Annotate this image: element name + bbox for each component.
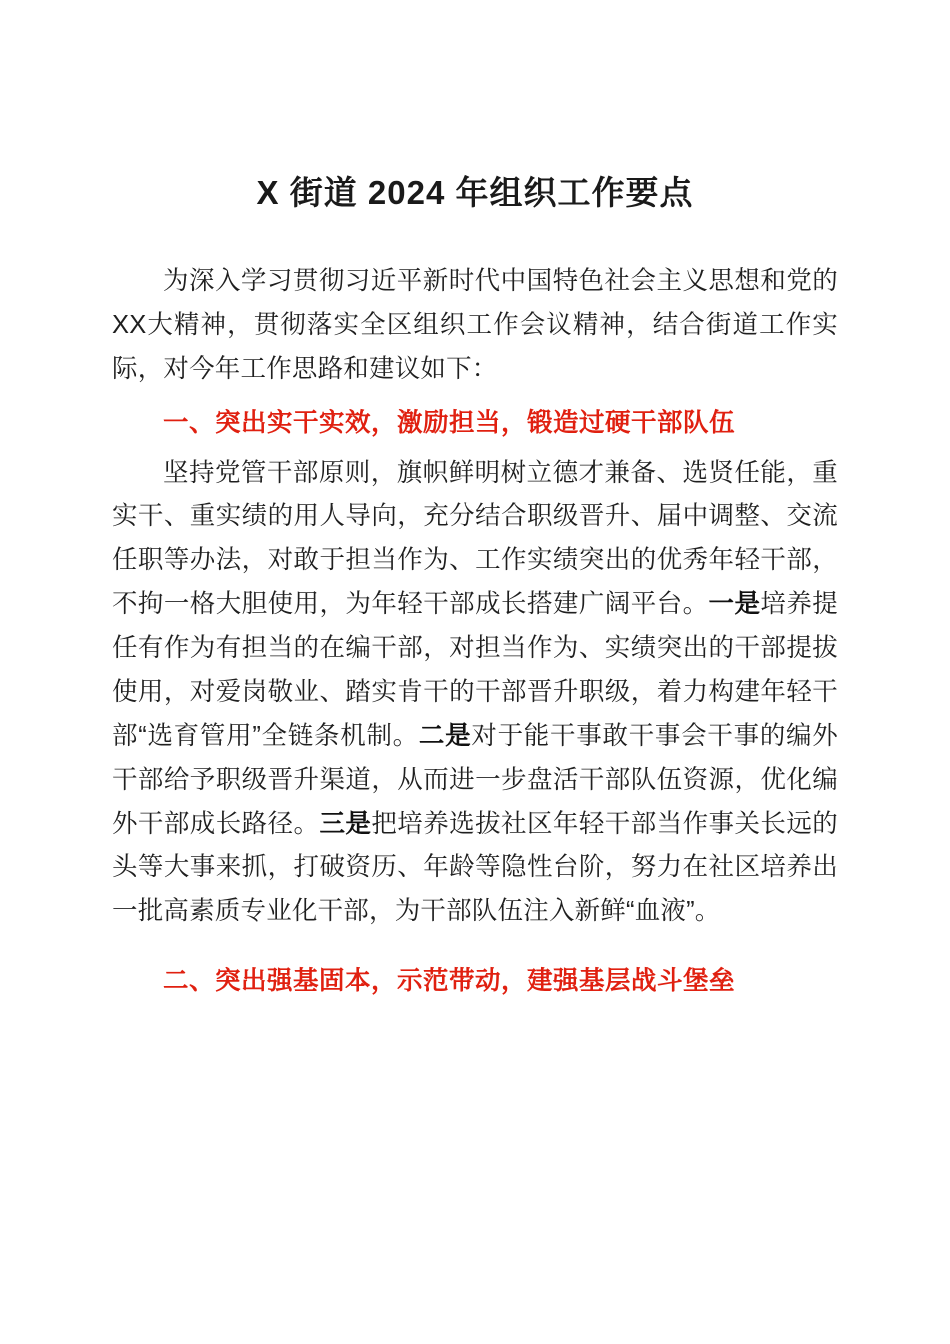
emphasis-run: 二是 (418, 721, 472, 750)
text-run: 坚持党管干部原则，旗帜鲜明树立德才兼备、选贤任能，重实干、重实绩的用人导向，充分结合职级晋升、届中调整、交流任职等办法，对敢于担当作为、工作实绩突出的优秀年轻干部，不拘一格大胆使用，为年轻干部成长搭建广阔平台。 (112, 458, 838, 619)
section-heading-two: 二、突出强基固本，示范带动，建强基层战斗堡垒 (163, 967, 736, 996)
document-body (112, 260, 838, 1004)
emphasis-run: 三是 (319, 809, 372, 838)
text-run: 把培养选拔社区年轻干部当作事关长远的头等大事来抓，打破资历、年龄等隐性台阶，努力在社区培养出一批高素质专业化干部，为干部队伍注入新鲜“血液”。 (112, 809, 838, 926)
text-run: 对于能干事敢干事会干事的编外干部给予职级晋升渠道，从而进一步盘活干部队伍资源，优化编外干部成长路径。 (112, 721, 838, 838)
paragraph-section-one-body (112, 452, 838, 934)
paragraph-intro: 为深入学习贯彻习近平新时代中国特色社会主义思想和党的XX大精神，贯彻落实全区组织工作会议精神，结合街道工作实际，对今年工作思路和建议如下： (112, 267, 838, 383)
page-title: X 街道 2024 年组织工作要点 (256, 174, 694, 211)
section-heading-one: 一、突出实干实效，激励担当，锻造过硬干部队伍 (163, 408, 736, 437)
text-run: 培养提任有作为有担当的在编干部，对担当作为、实绩突出的干部提拔使用，对爱岗敬业、踏实肯干的干部晋升职级，着力构建年轻干部“选育管用”全链条机制。 (112, 590, 838, 750)
emphasis-run: 一是 (708, 590, 761, 619)
